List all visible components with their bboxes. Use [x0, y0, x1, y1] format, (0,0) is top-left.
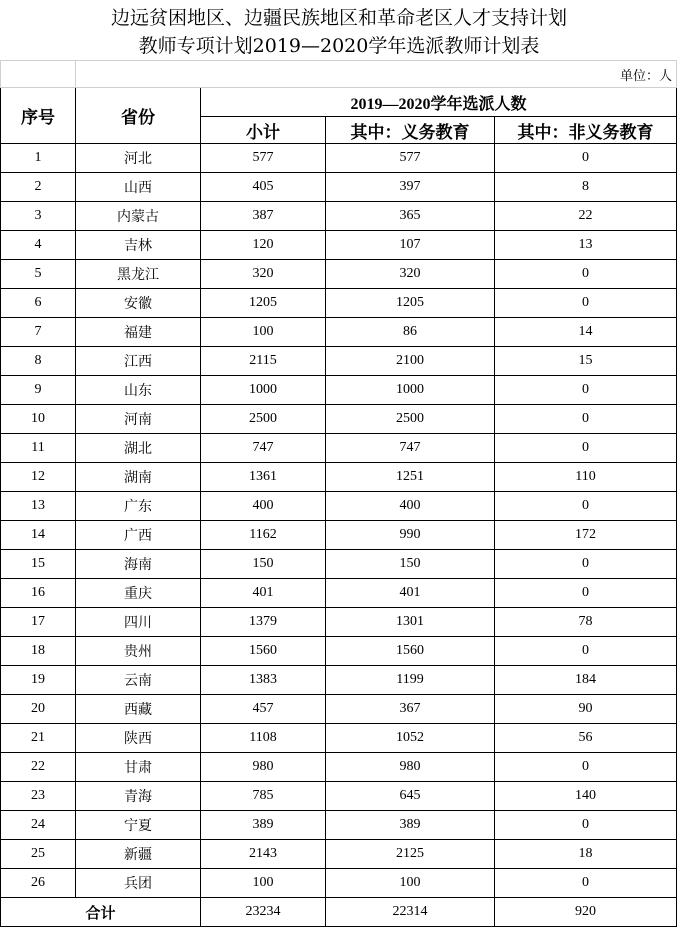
total-compulsory: 22314	[326, 898, 495, 927]
table-row	[1, 550, 677, 579]
row-compulsory: 389	[326, 811, 495, 840]
header-compulsory: 其中：义务教育	[326, 117, 495, 144]
row-province: 甘肃	[76, 753, 201, 782]
row-subtotal: 150	[201, 550, 326, 579]
row-non-compulsory: 13	[495, 231, 677, 260]
row-compulsory: 150	[326, 550, 495, 579]
table-row	[1, 608, 677, 637]
row-index: 16	[1, 579, 76, 608]
header-subtotal: 小计	[201, 117, 326, 144]
header-province: 省份	[76, 88, 201, 144]
row-non-compulsory: 0	[495, 869, 677, 898]
row-index: 24	[1, 811, 76, 840]
table-row	[1, 202, 677, 231]
header-index: 序号	[1, 88, 76, 144]
table-row	[1, 376, 677, 405]
row-non-compulsory: 15	[495, 347, 677, 376]
row-non-compulsory: 0	[495, 434, 677, 463]
row-subtotal: 100	[201, 318, 326, 347]
row-compulsory: 107	[326, 231, 495, 260]
row-compulsory: 367	[326, 695, 495, 724]
row-index: 18	[1, 637, 76, 666]
row-non-compulsory: 18	[495, 840, 677, 869]
row-non-compulsory: 0	[495, 405, 677, 434]
table-row	[1, 318, 677, 347]
row-subtotal: 1205	[201, 289, 326, 318]
row-compulsory: 577	[326, 144, 495, 173]
table-row	[1, 144, 677, 173]
row-compulsory: 645	[326, 782, 495, 811]
row-non-compulsory: 0	[495, 492, 677, 521]
row-province: 吉林	[76, 231, 201, 260]
row-compulsory: 1000	[326, 376, 495, 405]
row-non-compulsory: 0	[495, 579, 677, 608]
row-compulsory: 86	[326, 318, 495, 347]
row-compulsory: 980	[326, 753, 495, 782]
row-compulsory: 2500	[326, 405, 495, 434]
row-province: 福建	[76, 318, 201, 347]
row-province: 广西	[76, 521, 201, 550]
row-province: 宁夏	[76, 811, 201, 840]
row-compulsory: 1199	[326, 666, 495, 695]
row-province: 新疆	[76, 840, 201, 869]
teacher-plan-table	[0, 60, 677, 927]
row-index: 2	[1, 173, 76, 202]
row-compulsory: 100	[326, 869, 495, 898]
row-compulsory: 1251	[326, 463, 495, 492]
table-row	[1, 434, 677, 463]
table-row	[1, 695, 677, 724]
row-index: 14	[1, 521, 76, 550]
row-index: 3	[1, 202, 76, 231]
row-index: 19	[1, 666, 76, 695]
row-index: 12	[1, 463, 76, 492]
row-non-compulsory: 8	[495, 173, 677, 202]
row-subtotal: 1383	[201, 666, 326, 695]
row-province: 云南	[76, 666, 201, 695]
row-compulsory: 990	[326, 521, 495, 550]
row-compulsory: 2100	[326, 347, 495, 376]
row-compulsory: 397	[326, 173, 495, 202]
row-non-compulsory: 0	[495, 753, 677, 782]
row-province: 青海	[76, 782, 201, 811]
row-non-compulsory: 172	[495, 521, 677, 550]
row-province: 山西	[76, 173, 201, 202]
row-subtotal: 1361	[201, 463, 326, 492]
table-row	[1, 405, 677, 434]
table-row	[1, 869, 677, 898]
row-non-compulsory: 140	[495, 782, 677, 811]
row-non-compulsory: 0	[495, 811, 677, 840]
table-row	[1, 231, 677, 260]
table-row	[1, 173, 677, 202]
row-province: 湖南	[76, 463, 201, 492]
table-row	[1, 724, 677, 753]
row-province: 广东	[76, 492, 201, 521]
row-subtotal: 120	[201, 231, 326, 260]
row-non-compulsory: 0	[495, 550, 677, 579]
row-province: 内蒙古	[76, 202, 201, 231]
row-index: 21	[1, 724, 76, 753]
row-compulsory: 1301	[326, 608, 495, 637]
row-province: 河北	[76, 144, 201, 173]
row-compulsory: 320	[326, 260, 495, 289]
table-row	[1, 347, 677, 376]
row-subtotal: 577	[201, 144, 326, 173]
row-province: 黑龙江	[76, 260, 201, 289]
row-province: 贵州	[76, 637, 201, 666]
row-non-compulsory: 0	[495, 637, 677, 666]
table-row	[1, 666, 677, 695]
row-subtotal: 387	[201, 202, 326, 231]
row-subtotal: 1379	[201, 608, 326, 637]
row-non-compulsory: 90	[495, 695, 677, 724]
title-line-1: 边远贫困地区、边疆民族地区和革命老区人才支持计划	[110, 7, 567, 29]
row-compulsory: 365	[326, 202, 495, 231]
row-province: 安徽	[76, 289, 201, 318]
row-non-compulsory: 184	[495, 666, 677, 695]
row-index: 11	[1, 434, 76, 463]
table-row	[1, 579, 677, 608]
row-subtotal: 2500	[201, 405, 326, 434]
row-subtotal: 100	[201, 869, 326, 898]
row-subtotal: 1108	[201, 724, 326, 753]
row-compulsory: 1560	[326, 637, 495, 666]
total-row	[1, 898, 677, 927]
row-province: 江西	[76, 347, 201, 376]
table-row	[1, 637, 677, 666]
row-index: 17	[1, 608, 76, 637]
row-index: 25	[1, 840, 76, 869]
row-non-compulsory: 0	[495, 289, 677, 318]
row-non-compulsory: 78	[495, 608, 677, 637]
row-subtotal: 400	[201, 492, 326, 521]
row-index: 1	[1, 144, 76, 173]
total-non-compulsory: 920	[495, 898, 677, 927]
row-subtotal: 980	[201, 753, 326, 782]
header-non-compulsory: 其中：非义务教育	[495, 117, 677, 144]
row-province: 兵团	[76, 869, 201, 898]
row-compulsory: 747	[326, 434, 495, 463]
row-province: 河南	[76, 405, 201, 434]
row-subtotal: 1560	[201, 637, 326, 666]
table-row	[1, 492, 677, 521]
table-row	[1, 840, 677, 869]
row-province: 重庆	[76, 579, 201, 608]
title-line-2: 教师专项计划2019—2020学年选派教师计划表	[138, 35, 540, 57]
total-subtotal: 23234	[201, 898, 326, 927]
header-row-1	[1, 88, 677, 117]
row-index: 6	[1, 289, 76, 318]
table-row	[1, 260, 677, 289]
row-non-compulsory: 0	[495, 144, 677, 173]
row-index: 15	[1, 550, 76, 579]
table-row	[1, 782, 677, 811]
row-subtotal: 405	[201, 173, 326, 202]
row-province: 西藏	[76, 695, 201, 724]
row-province: 湖北	[76, 434, 201, 463]
row-non-compulsory: 22	[495, 202, 677, 231]
row-province: 陕西	[76, 724, 201, 753]
row-province: 山东	[76, 376, 201, 405]
row-compulsory: 1205	[326, 289, 495, 318]
table-row	[1, 463, 677, 492]
row-non-compulsory: 110	[495, 463, 677, 492]
row-subtotal: 2115	[201, 347, 326, 376]
row-subtotal: 747	[201, 434, 326, 463]
row-index: 23	[1, 782, 76, 811]
row-subtotal: 1000	[201, 376, 326, 405]
header-group: 2019—2020学年选派人数	[201, 88, 677, 117]
table-row	[1, 289, 677, 318]
row-subtotal: 320	[201, 260, 326, 289]
table-row	[1, 521, 677, 550]
total-label: 合计	[1, 898, 201, 927]
row-non-compulsory: 0	[495, 376, 677, 405]
row-non-compulsory: 0	[495, 260, 677, 289]
row-index: 22	[1, 753, 76, 782]
row-subtotal: 389	[201, 811, 326, 840]
row-subtotal: 785	[201, 782, 326, 811]
row-index: 13	[1, 492, 76, 521]
row-index: 26	[1, 869, 76, 898]
row-index: 4	[1, 231, 76, 260]
table-row	[1, 811, 677, 840]
row-compulsory: 2125	[326, 840, 495, 869]
row-province: 四川	[76, 608, 201, 637]
row-compulsory: 400	[326, 492, 495, 521]
row-non-compulsory: 56	[495, 724, 677, 753]
row-index: 8	[1, 347, 76, 376]
row-index: 9	[1, 376, 76, 405]
row-index: 10	[1, 405, 76, 434]
row-subtotal: 1162	[201, 521, 326, 550]
table-row	[1, 753, 677, 782]
row-index: 5	[1, 260, 76, 289]
row-index: 20	[1, 695, 76, 724]
row-subtotal: 457	[201, 695, 326, 724]
row-subtotal: 401	[201, 579, 326, 608]
unit-row	[1, 61, 677, 88]
unit-label: 单位：人	[76, 61, 677, 88]
row-non-compulsory: 14	[495, 318, 677, 347]
row-province: 海南	[76, 550, 201, 579]
row-subtotal: 2143	[201, 840, 326, 869]
row-compulsory: 1052	[326, 724, 495, 753]
document-title	[0, 0, 678, 62]
row-compulsory: 401	[326, 579, 495, 608]
row-index: 7	[1, 318, 76, 347]
